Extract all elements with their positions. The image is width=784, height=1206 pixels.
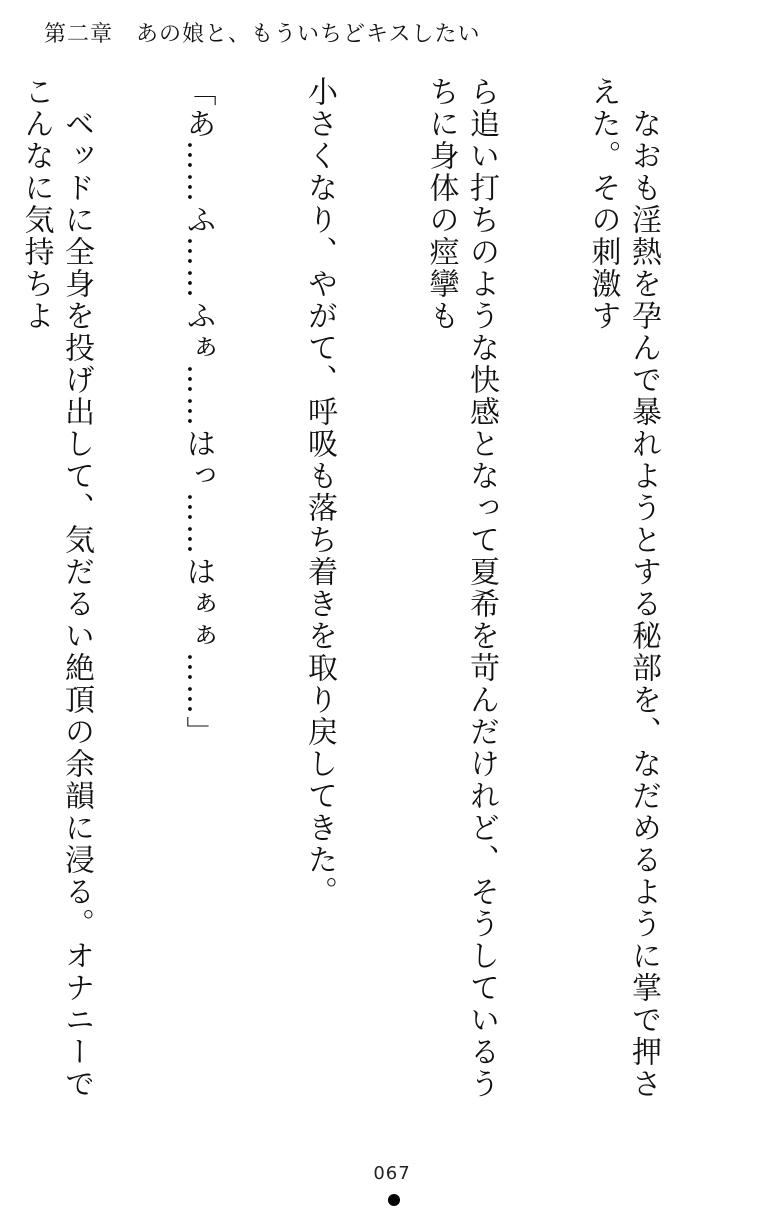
body-text [0,76,744,1106]
page-marker-dot [388,1194,400,1206]
text-line: ベッドに全身を投げ出して、気だるい絶頂の余韻に浸る。オナニーでこんなに気持ちよ [18,76,94,1100]
text-line: 「あ……ふ……ふぁ……はっ……はぁぁ……」 [180,76,216,748]
chapter-title: 第二章 あの娘と、もういちどキスしたい [44,22,481,47]
text-line: 小さくなり、やがて、呼吸も落ち着きを取り戻してきた。 [302,76,337,908]
text-line: ら追い打ちのような快感となって夏希を苛んだけれど、そうしているうちに身体の痙攣も [423,76,499,1100]
page-number: 067 [373,1163,411,1184]
text-line: なおも淫熱を孕んで暴れようとする秘部を、なだめるように掌で押さえた。その刺激す [585,76,661,1100]
